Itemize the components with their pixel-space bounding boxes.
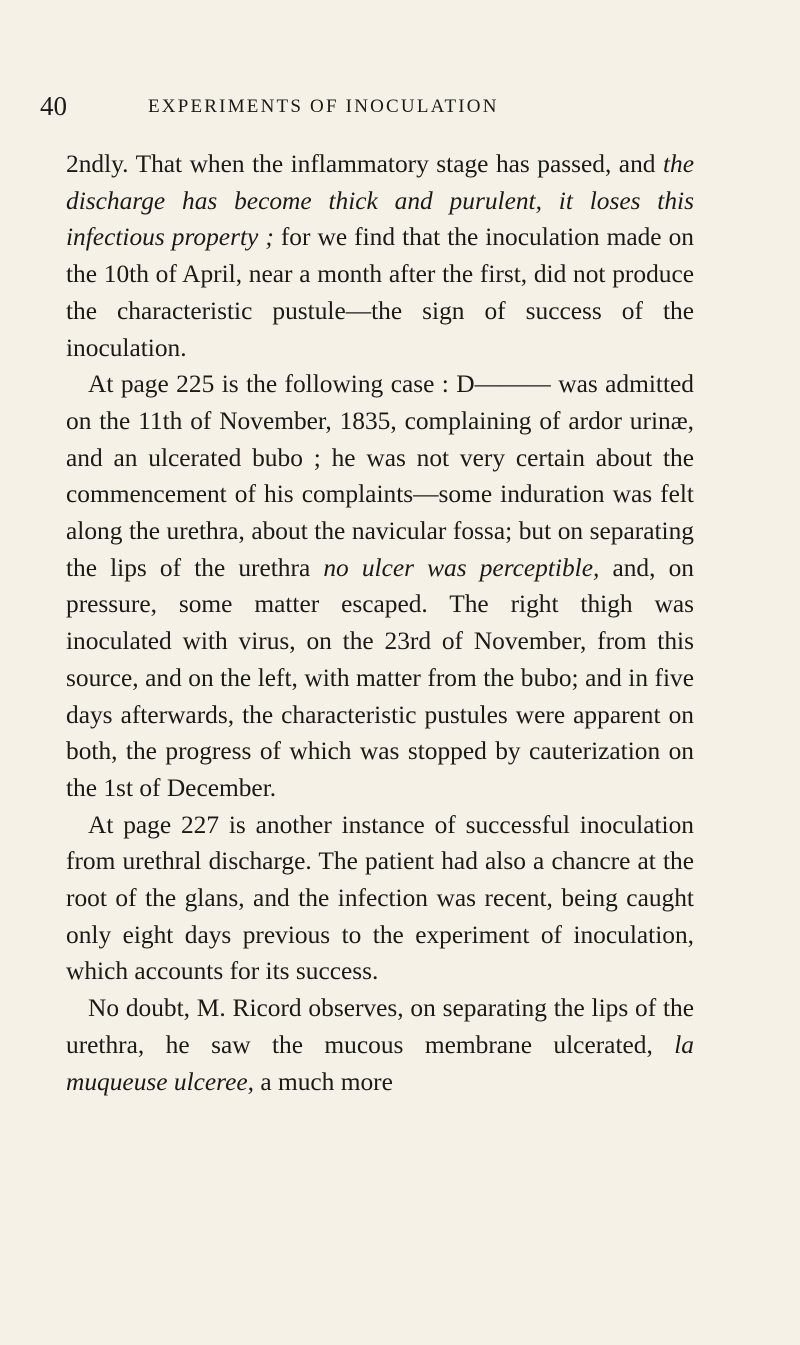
page-number: 40	[40, 91, 67, 121]
paragraph-1-italic: the discharge has become thick and purulent, it loses this infectious property ;	[66, 150, 694, 252]
paragraph-2-italic: no ulcer was perceptible,	[323, 553, 600, 582]
paragraph-4-text-a: No doubt, M. Ricord observes, on separating the lips of the urethra, he saw the mucous membrane ulcerated,	[66, 994, 694, 1059]
paragraph-4-italic: la muqueuse ulceree,	[66, 1030, 694, 1096]
paragraph-3-text-a: At page 227 is another instance of successful inoculation from urethral discharge. The patient had also a chancre at the root of the glans, and the infection was recent, being caught only eight days previous to the experiment of inoculation, which accounts for its success.	[66, 810, 694, 986]
running-head: EXPERIMENTS OF INOCULATION	[148, 96, 499, 117]
paragraph-2-text-b: and, on pressure, some matter escaped. The right thigh was inoculated with virus, on the 23rd of November, from this source, and on the left, with matter from the bubo; and in five days afterwards, the characteristic pustules were apparent on both, the progress of which was stopped by cauterization on the 1st of December.	[66, 553, 694, 802]
paragraph-4	[66, 990, 694, 1100]
paragraph-2-text-a: At page 225 is the following case : D——— was admitted on the 11th of November, 1835, complaining of ardor urinæ, and an ulcerated bubo ; he was not very certain about the commencement of his complaints—some induration was felt along the urethra, about the navicular fossa; but on separating the lips of the urethra	[66, 370, 694, 582]
body-text	[66, 146, 694, 1100]
paragraph-2	[66, 366, 694, 806]
paragraph-1-text-a: 2ndly. That when the inflammatory stage has passed, and	[66, 150, 663, 178]
paragraph-3	[66, 807, 694, 991]
paragraph-1-text-b: for we find that the inoculation made on the 10th of April, near a month after the first, did not produce the characteristic pustule—the sign of success of the inoculation.	[66, 223, 694, 362]
paragraph-4-text-b: a much more	[254, 1067, 393, 1096]
page-header	[40, 88, 680, 124]
paragraph-1	[66, 146, 694, 366]
